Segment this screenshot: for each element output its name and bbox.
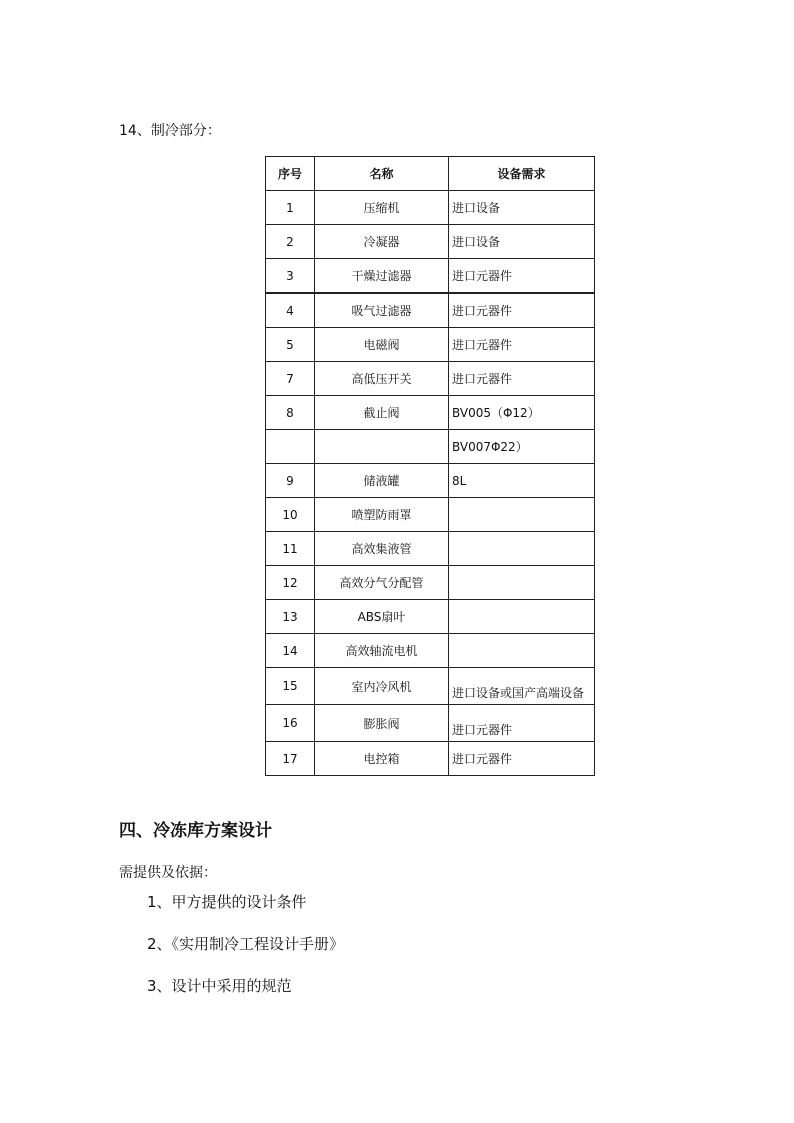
table-row [266, 430, 595, 464]
cell-requirement: 进口元器件 [449, 293, 595, 328]
cell-requirement [449, 634, 595, 668]
cell-no: 12 [266, 566, 315, 600]
table-row [266, 225, 595, 259]
cell-name: 电磁阀 [315, 328, 449, 362]
cell-requirement [449, 498, 595, 532]
cell-no: 9 [266, 464, 315, 498]
cell-no: 4 [266, 293, 315, 328]
cell-requirement: 进口元器件 [449, 259, 595, 294]
cell-no: 11 [266, 532, 315, 566]
table-row [266, 566, 595, 600]
table-row [266, 259, 595, 294]
cell-requirement: 进口设备或国产高端设备 [449, 668, 595, 705]
table-row [266, 498, 595, 532]
cell-no: 14 [266, 634, 315, 668]
table-row [266, 668, 595, 705]
cell-name: 储液罐 [315, 464, 449, 498]
cell-name [315, 430, 449, 464]
table-row [266, 600, 595, 634]
cell-name: 压缩机 [315, 191, 449, 225]
table-row [266, 705, 595, 742]
table-row [266, 328, 595, 362]
table-row [266, 396, 595, 430]
basis-item: 3、设计中采用的规范 [147, 977, 292, 995]
cell-requirement: 进口元器件 [449, 328, 595, 362]
cell-name: 高低压开关 [315, 362, 449, 396]
cell-no: 7 [266, 362, 315, 396]
cell-requirement: BV007Φ22） [449, 430, 595, 464]
cell-requirement: 进口元器件 [449, 742, 595, 776]
cell-requirement: 进口设备 [449, 191, 595, 225]
cell-no: 3 [266, 259, 315, 294]
cell-requirement: 进口设备 [449, 225, 595, 259]
cell-name: 高效分气分配管 [315, 566, 449, 600]
refrigeration-equipment-table [265, 156, 595, 776]
section-4-heading: 四、冷冻库方案设计 [119, 821, 272, 841]
cell-no: 10 [266, 498, 315, 532]
cell-requirement: 8L [449, 464, 595, 498]
cell-no [266, 430, 315, 464]
table-header-row [266, 157, 595, 191]
cell-name: ABS扇叶 [315, 600, 449, 634]
cell-no: 2 [266, 225, 315, 259]
cell-name: 冷凝器 [315, 225, 449, 259]
basis-item: 1、甲方提供的设计条件 [147, 893, 307, 911]
cell-name: 高效集液管 [315, 532, 449, 566]
cell-name: 干燥过滤器 [315, 259, 449, 294]
table-row [266, 464, 595, 498]
table-row [266, 742, 595, 776]
cell-no: 16 [266, 705, 315, 742]
cell-name: 电控箱 [315, 742, 449, 776]
cell-requirement [449, 566, 595, 600]
cell-name: 吸气过滤器 [315, 293, 449, 328]
cell-name: 室内冷风机 [315, 668, 449, 705]
table-row [266, 293, 595, 328]
table-row [266, 191, 595, 225]
cell-no: 15 [266, 668, 315, 705]
cell-name: 截止阀 [315, 396, 449, 430]
table-row [266, 634, 595, 668]
header-name: 名称 [315, 157, 449, 191]
table-row [266, 532, 595, 566]
section-14-title: 14、制冷部分： [119, 123, 221, 139]
table-row [266, 362, 595, 396]
cell-requirement [449, 532, 595, 566]
cell-no: 17 [266, 742, 315, 776]
cell-name: 喷塑防雨罩 [315, 498, 449, 532]
cell-no: 8 [266, 396, 315, 430]
basis-title: 需提供及依据： [119, 865, 217, 881]
cell-requirement: 进口元器件 [449, 705, 595, 742]
cell-requirement: 进口元器件 [449, 362, 595, 396]
header-requirement: 设备需求 [449, 157, 595, 191]
cell-no: 13 [266, 600, 315, 634]
header-no: 序号 [266, 157, 315, 191]
cell-name: 膨胀阀 [315, 705, 449, 742]
cell-no: 5 [266, 328, 315, 362]
cell-requirement: BV005（Φ12） [449, 396, 595, 430]
cell-requirement [449, 600, 595, 634]
basis-item: 2、《实用制冷工程设计手册》 [147, 935, 345, 953]
cell-name: 高效轴流电机 [315, 634, 449, 668]
cell-no: 1 [266, 191, 315, 225]
